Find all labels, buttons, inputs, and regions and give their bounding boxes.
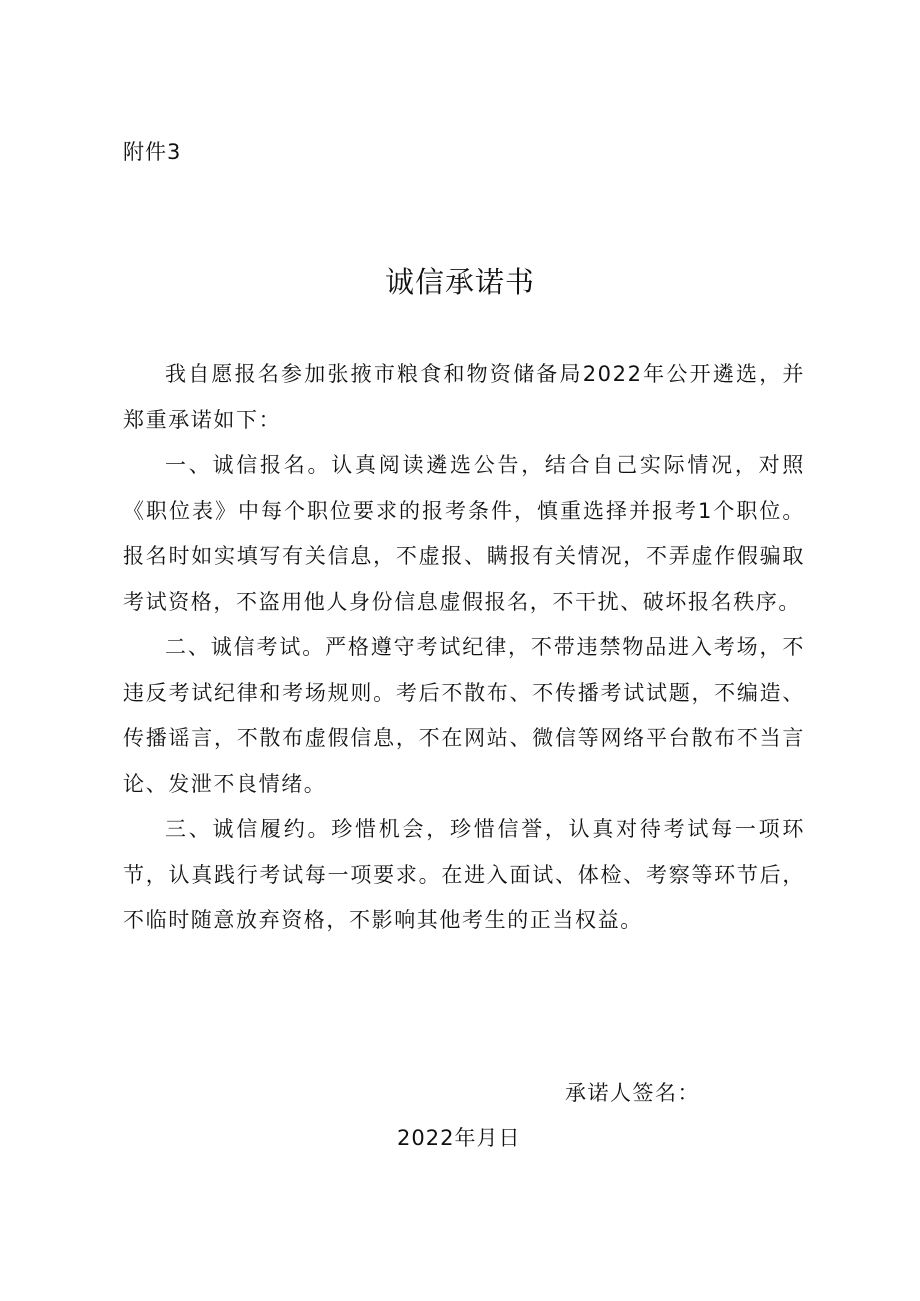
attachment-label: 附件3 <box>123 140 182 164</box>
document-body <box>123 352 805 944</box>
paragraph-exam: 二、诚信考试。严格遵守考试纪律，不带违禁物品进入考场，不违反考试纪律和考场规则。考后不散布、不传播考试试题，不编造、传播谣言，不散布虚假信息，不在网站、微信等网络平台散布不当言论、发泄不良情绪。 <box>123 635 805 796</box>
paragraph-fulfillment: 三、诚信履约。珍惜机会，珍惜信誉，认真对待考试每一项环节，认真践行考试每一项要求。在进入面试、体检、考察等环节后，不临时随意放弃资格，不影响其他考生的正当权益。 <box>123 817 805 932</box>
paragraph-registration: 一、诚信报名。认真阅读遴选公告，结合自己实际情况，对照《职位表》中每个职位要求的报考条件，慎重选择并报考1个职位。报名时如实填写有关信息，不虚报、瞒报有关情况，不弄虚作假骗取考试资格，不盗用他人身份信息虚假报名，不干扰、破坏报名秩序。 <box>123 453 805 614</box>
date-line: 2022年月日 <box>397 1126 521 1150</box>
intro-paragraph: 我自愿报名参加张掖市粮食和物资储备局2022年公开遴选，并郑重承诺如下： <box>123 362 805 432</box>
document-title: 诚信承诺书 <box>384 265 535 299</box>
signature-label: 承诺人签名： <box>565 1081 700 1105</box>
